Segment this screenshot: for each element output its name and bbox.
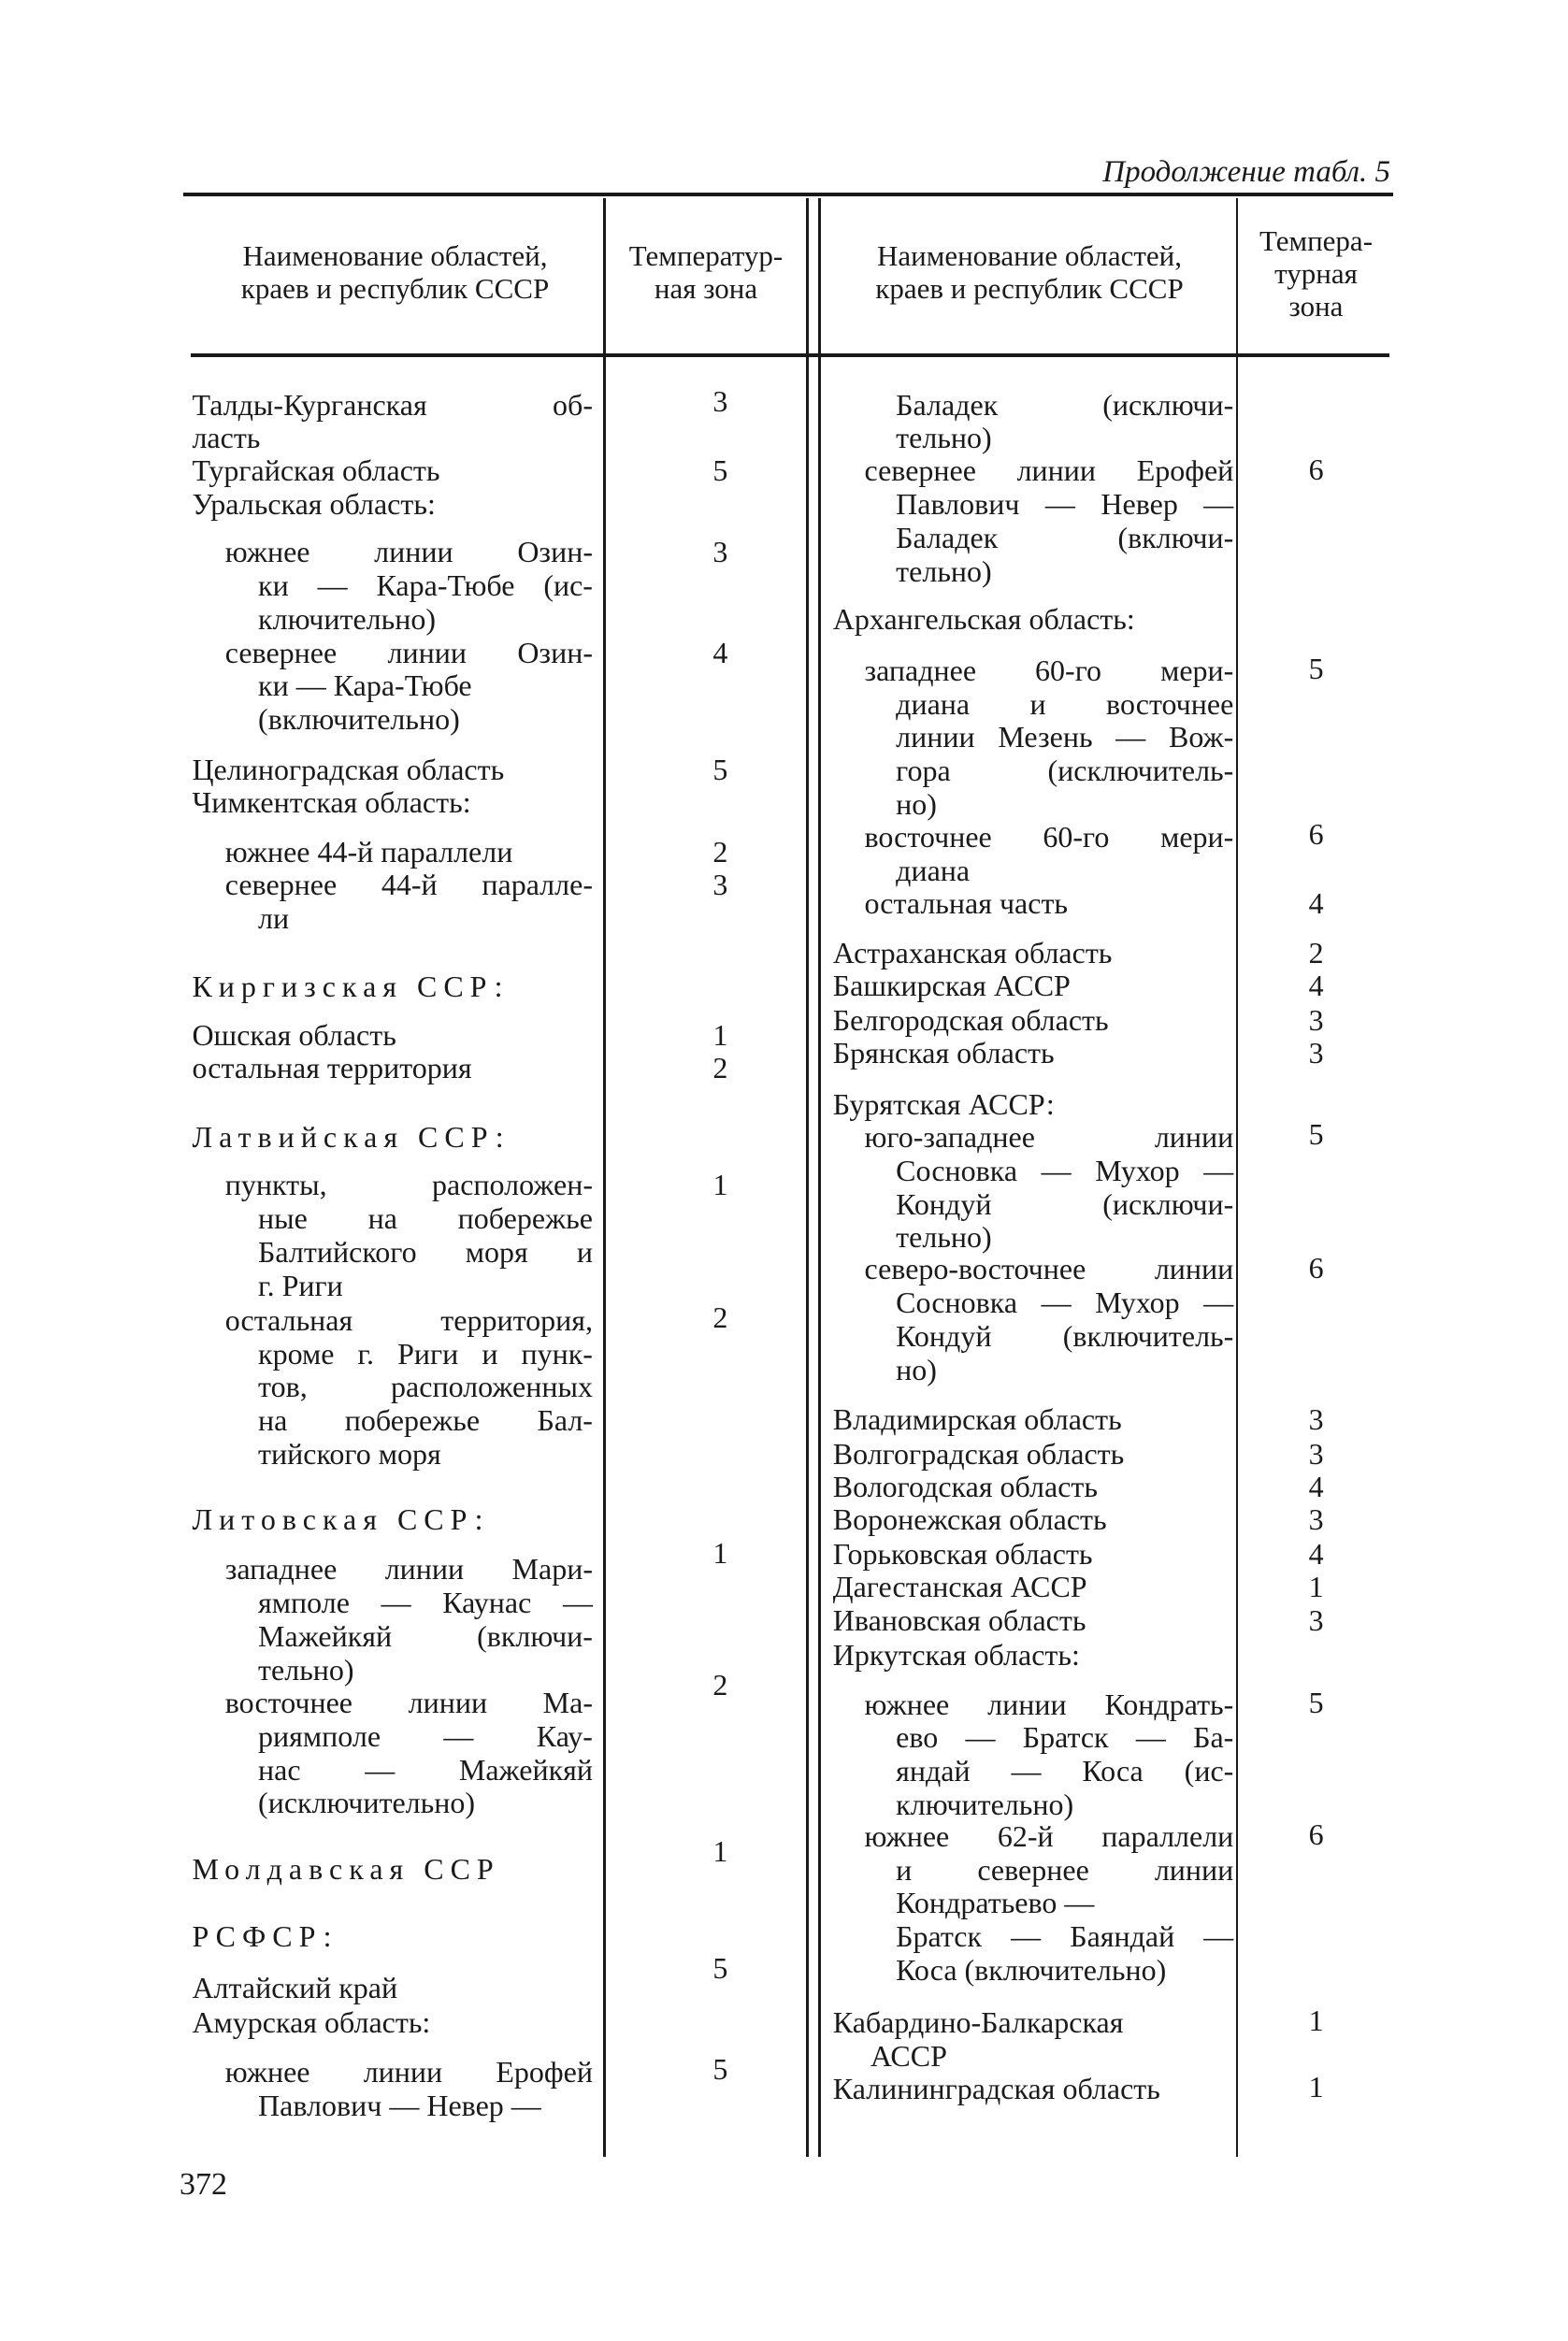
right-entry-line: Астраханская область (832, 935, 1113, 969)
left-zone-value: 1 (712, 1535, 728, 1570)
right-entry-line: Кондуй (включитель- (896, 1318, 1234, 1353)
right-entry-line: южнее 62-й параллели (864, 1818, 1234, 1853)
right-entry-line: Волгоградская область (832, 1436, 1125, 1471)
header-line: турная (1274, 257, 1358, 290)
left-zone-value: 1 (712, 1168, 728, 1202)
header-line: зона (1288, 290, 1344, 323)
right-zone-value: 4 (1308, 968, 1324, 1002)
left-entry-line: Талды-Курганская об- (192, 387, 593, 422)
table-continuation-caption: Продолжение табл. 5 (1102, 155, 1390, 189)
left-entry-line: Чимкентская область: (192, 785, 471, 820)
header-line: Температур- (628, 239, 784, 272)
right-entry-line: тельно) (896, 421, 992, 455)
left-entry-line: Ошская область (192, 1017, 396, 1052)
left-entry-line: ямполе — Каунас — (258, 1585, 593, 1619)
left-entry-line: (включительно) (258, 702, 460, 737)
column-divider (1236, 198, 1238, 2157)
right-entry-line: южнее линии Кондрать- (864, 1687, 1234, 1721)
right-entry-line: яндай — Коса (ис- (896, 1754, 1234, 1788)
right-zone-value: 6 (1308, 1817, 1324, 1852)
right-zone-value: 6 (1308, 1250, 1324, 1285)
column-divider-double-b (818, 198, 821, 2157)
header-line: ная зона (654, 272, 758, 305)
right-zone-value: 5 (1308, 1116, 1324, 1151)
left-zone-value: 3 (712, 384, 728, 419)
left-zone-value: 1 (712, 1017, 728, 1052)
left-entry-line: ласть (192, 421, 261, 455)
right-entry-line: Горьковская область (832, 1537, 1093, 1572)
left-entry-line: Целиноградская область (192, 752, 505, 786)
left-entry-line: РСФСР: (192, 1919, 338, 1954)
left-zone-value: 2 (712, 834, 728, 869)
top-rule (183, 193, 1393, 196)
right-entry-line: севернее линии Ерофей (864, 453, 1234, 488)
right-entry-line: Вологодская область (832, 1469, 1098, 1503)
left-zone-value: 3 (712, 534, 728, 568)
left-entry-line: (исключительно) (258, 1786, 475, 1820)
left-entry-line: ки — Кара-Тюбе (ис- (258, 567, 593, 602)
left-entry-line: южнее линии Ерофей (224, 2054, 593, 2089)
right-zone-value: 4 (1308, 1469, 1324, 1503)
left-zone-value: 5 (712, 2051, 728, 2086)
right-entry-line: восточнее 60-го мери- (864, 819, 1234, 854)
header-line: краев и республик СССР (240, 272, 550, 305)
left-entry-line: тийского моря (258, 1436, 441, 1471)
left-entry-line: южнее линии Озин- (224, 534, 593, 568)
header-right-zone (1239, 224, 1393, 323)
right-entry-line: Кондуй (исключи- (896, 1186, 1234, 1221)
right-entry-line: Брянская область (832, 1036, 1055, 1070)
right-zone-value: 4 (1308, 1537, 1324, 1572)
right-zone-value: 6 (1308, 816, 1324, 851)
right-entry-line: Сосновка — Мухор — (896, 1285, 1234, 1319)
left-zone-value: 1 (712, 1833, 728, 1868)
right-entry-line: гора (исключитель- (896, 754, 1234, 788)
right-entry-line: диана (896, 853, 971, 887)
left-entry-line: Амурская область: (192, 2004, 431, 2039)
right-zone-value: 4 (1308, 885, 1324, 920)
left-zone-value: 2 (712, 1667, 728, 1702)
right-entry-line: линии Мезень — Вож- (896, 720, 1234, 754)
right-zone-value: 5 (1308, 652, 1324, 686)
left-entry-line: западнее линии Мари- (224, 1552, 593, 1587)
right-entry-line: остальная часть (864, 885, 1069, 920)
header-line: Наименование областей, (242, 239, 548, 272)
left-entry-line: остальная территория, (224, 1302, 593, 1337)
left-entry-line: риямполе — Кау- (258, 1718, 593, 1753)
header-line: Наименование областей, (876, 239, 1182, 272)
right-entry-line: но) (896, 1352, 937, 1386)
right-entry-line: Башкирская АССР (832, 968, 1071, 1002)
right-entry-line: Воронежская область (832, 1502, 1107, 1537)
right-entry-line: ево — Братск — Ба- (896, 1720, 1234, 1755)
right-entry-line: но) (896, 786, 937, 821)
left-entry-line: кроме г. Риги и пунк- (258, 1336, 593, 1371)
right-entry-line: Ивановская область (832, 1602, 1086, 1637)
left-entry-line: тов, расположенных (258, 1370, 593, 1404)
left-entry-line: Литовская ССР: (192, 1502, 490, 1537)
left-zone-value: 5 (712, 453, 728, 488)
left-zone-value: 5 (712, 1951, 728, 1986)
header-line: краев и республик СССР (875, 272, 1184, 305)
right-entry-line: Павлович — Невер — (896, 487, 1234, 522)
header-left-zone (606, 239, 806, 305)
left-entry-line: Тургайская область (192, 453, 440, 488)
right-zone-value: 1 (1308, 2003, 1324, 2038)
right-entry-line: Братск — Баяндай — (896, 1919, 1234, 1954)
right-entry-line: Дагестанская АССР (832, 1570, 1087, 1604)
right-entry-line: диана и восточнее (896, 686, 1234, 721)
right-zone-value: 6 (1308, 452, 1324, 486)
right-entry-line: Баладек (включи- (896, 520, 1234, 554)
left-entry-line: южнее 44-й параллели (224, 834, 513, 869)
left-entry-line: Киргизская ССР: (192, 969, 510, 1004)
left-entry-line: севернее линии Озин- (224, 635, 593, 669)
right-zone-value: 3 (1308, 1002, 1324, 1037)
left-zone-value: 2 (712, 1300, 728, 1334)
left-entry-line: пункты, расположен- (224, 1168, 593, 1202)
right-entry-line: Баладек (исключи- (896, 387, 1234, 422)
right-entry-line: ключительно) (896, 1787, 1074, 1821)
column-divider-double-a (806, 198, 809, 2157)
right-entry-line: АССР (870, 2038, 947, 2073)
right-entry-line: Иркутская область: (832, 1637, 1080, 1672)
header-line: Темпера- (1259, 224, 1374, 257)
right-zone-value: 3 (1308, 1602, 1324, 1637)
right-entry-line: Сосновка — Мухор — (896, 1153, 1234, 1187)
left-zone-value: 4 (712, 635, 728, 669)
left-entry-line: Мажейкяй (включи- (258, 1618, 593, 1653)
right-entry-line: тельно) (896, 553, 992, 588)
left-entry-line: Балтийского моря и (258, 1234, 593, 1269)
left-entry-line: остальная территория (192, 1051, 472, 1085)
right-entry-line: юго-западнее линии (864, 1119, 1234, 1154)
left-entry-line: ли (258, 901, 290, 936)
left-entry-line: на побережье Бал- (258, 1403, 593, 1438)
left-entry-line: нас — Мажейкяй (258, 1752, 593, 1787)
header-bottom-rule (191, 353, 1389, 357)
left-entry-line: Молдавская ССР (192, 1852, 500, 1887)
left-zone-value: 3 (712, 868, 728, 902)
left-zone-value: 2 (712, 1051, 728, 1085)
left-entry-line: Павлович — Невер — (258, 2088, 541, 2122)
right-entry-line: и севернее линии (896, 1852, 1234, 1887)
left-entry-line: Алтайский край (192, 1970, 398, 2004)
right-entry-line: Белгородская область (832, 1002, 1109, 1037)
right-zone-value: 1 (1308, 2069, 1324, 2104)
left-entry-line: г. Риги (258, 1268, 343, 1302)
right-zone-value: 3 (1308, 1401, 1324, 1436)
left-entry-line: восточнее линии Ма- (224, 1686, 593, 1720)
left-entry-line: тельно) (258, 1652, 354, 1687)
left-entry-line: Латвийская ССР: (192, 1119, 511, 1154)
right-zone-value: 3 (1308, 1436, 1324, 1471)
left-zone-value: 5 (712, 752, 728, 786)
right-zone-value: 5 (1308, 1686, 1324, 1720)
right-entry-line: северо-восточнее линии (864, 1252, 1234, 1286)
left-entry-line: ключительно) (258, 601, 436, 636)
header-left-name (187, 239, 603, 305)
left-entry-line: ки — Кара-Тюбе (258, 668, 472, 703)
column-divider (603, 198, 606, 2157)
right-entry-line: Калининградская область (832, 2071, 1160, 2105)
right-entry-line: западнее 60-го мери- (864, 653, 1234, 687)
right-entry-line: Коса (включительно) (896, 1953, 1167, 1988)
right-entry-line: тельно) (896, 1220, 992, 1255)
left-entry-line: севернее 44-й паралле- (224, 868, 593, 902)
right-entry-line: Владимирская область (832, 1401, 1122, 1436)
right-entry-line: Кабардино-Балкарская (832, 2004, 1124, 2039)
right-entry-line: Кондратьево — (896, 1886, 1095, 1920)
right-entry-line: Бурятская АССР: (832, 1086, 1055, 1121)
header-right-name (823, 239, 1236, 305)
right-zone-value: 1 (1308, 1570, 1324, 1604)
right-zone-value: 2 (1308, 935, 1324, 969)
right-zone-value: 3 (1308, 1502, 1324, 1537)
page-number: 372 (180, 2167, 227, 2202)
left-entry-line: Уральская область: (192, 486, 436, 521)
right-entry-line: Архангельская область: (832, 602, 1135, 637)
right-zone-value: 3 (1308, 1036, 1324, 1070)
left-entry-line: ные на побережье (258, 1201, 593, 1236)
